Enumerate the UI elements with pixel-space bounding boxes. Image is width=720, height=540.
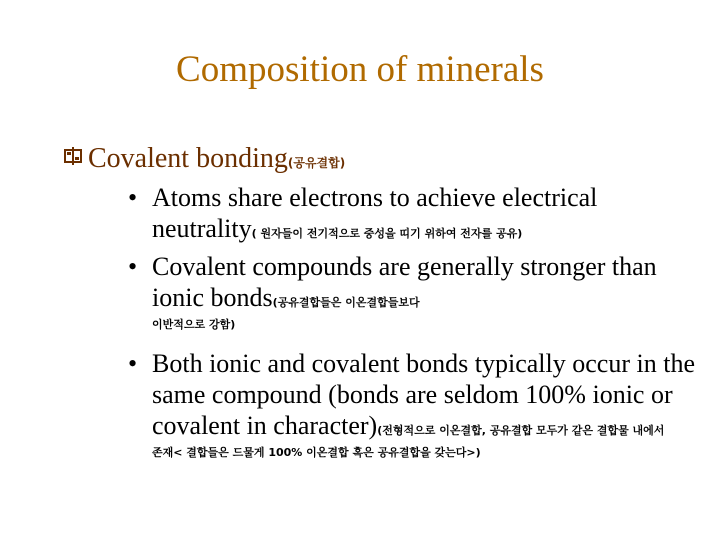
section-heading-korean: (공유결합) xyxy=(287,156,346,170)
bullet-dot: • xyxy=(128,252,138,281)
bullet-item-3 xyxy=(128,348,708,464)
bullet-text: Covalent compounds are generally stronger than ionic bonds xyxy=(152,252,657,312)
bullet-dot: • xyxy=(128,183,138,212)
bullet-text: Both ionic and covalent bonds typically occur in the same compound (bonds are seldom 100% ionic or covalent in character) xyxy=(152,349,695,440)
bullet-korean: (전형적으로 이온결합, 공유결합 모두가 같은 결합물 내에서 xyxy=(377,424,665,437)
bullet-item-1 xyxy=(128,182,708,245)
sign-post-bullet-icon xyxy=(64,147,82,165)
bullet-item-2 xyxy=(128,251,708,336)
bullet-korean: ( 원자들이 전기적으로 중성을 띠기 위하여 전자를 공유) xyxy=(251,227,523,240)
section-heading xyxy=(64,141,345,177)
slide-title: Composition of minerals xyxy=(176,49,544,90)
bullet-korean-continuation: 이반적으로 강함) xyxy=(152,318,236,331)
bullet-korean: (공유결합들은 이온결합들보다 xyxy=(272,296,420,309)
section-heading-text: Covalent bonding xyxy=(88,143,288,174)
bullet-text: Atoms share electrons to achieve electrical neutrality xyxy=(152,183,598,243)
bullet-dot: • xyxy=(128,349,138,378)
bullet-korean-continuation: 존재< 결합들은 드물게 100% 이온결합 혹은 공유결합을 갖는다>) xyxy=(152,446,481,459)
